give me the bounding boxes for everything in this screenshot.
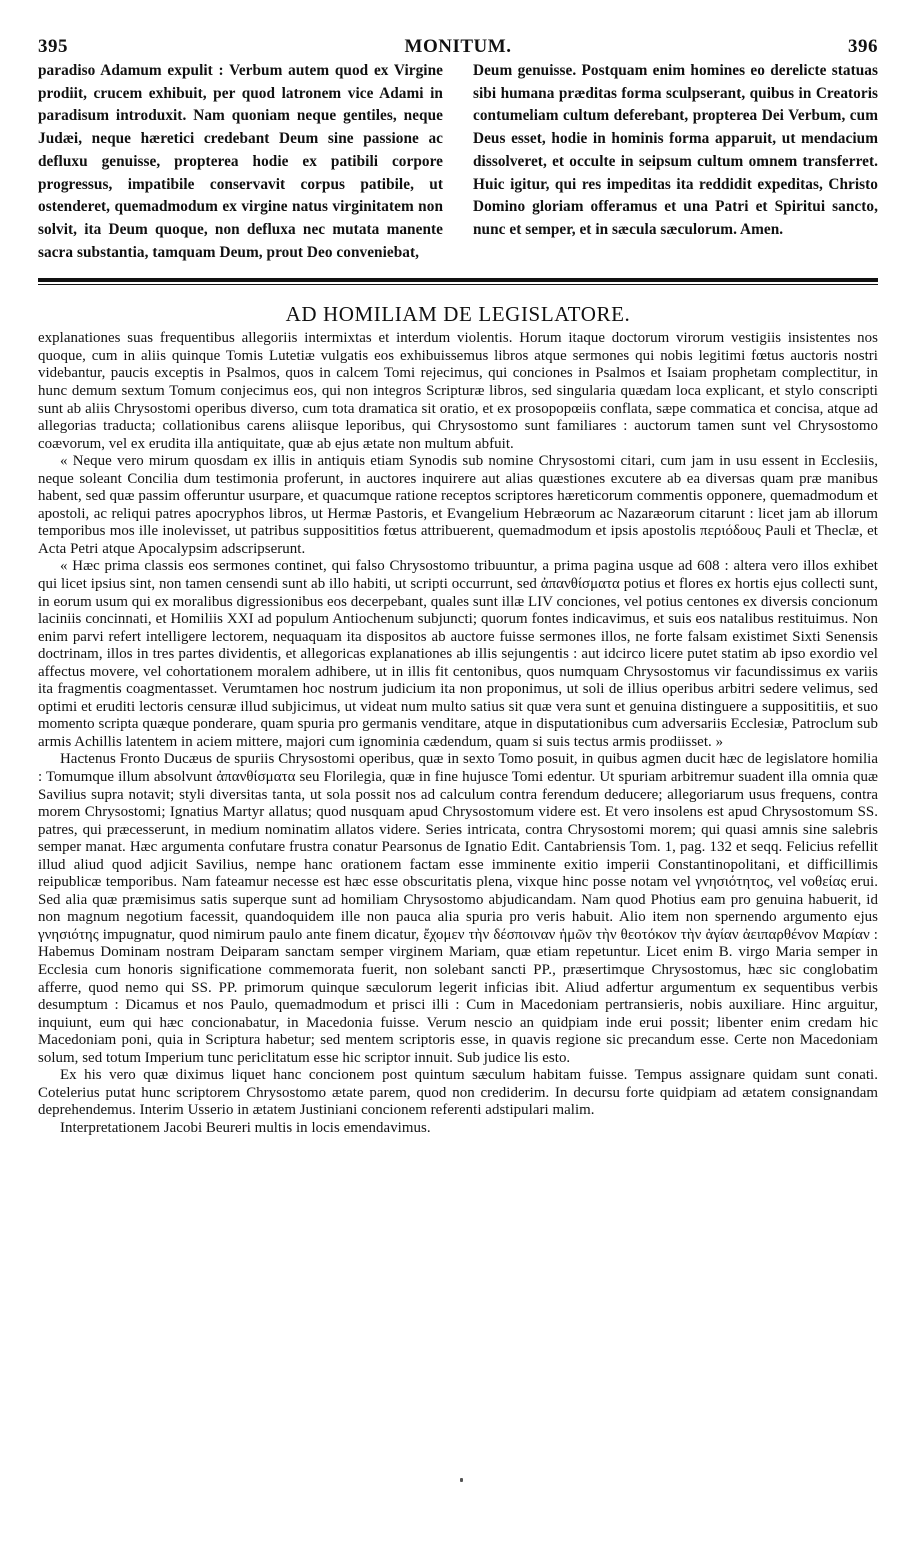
running-header xyxy=(38,36,878,58)
right-column xyxy=(473,60,878,264)
paragraph: « Hæc prima classis eos sermones continet, qui falso Chrysostomo tribuuntur, a prima pagina usque ad 608 : altera vero illos exhibet qui licet ipsius sint, non tamen censendi sunt ab illo habiti, ut scripti occurrunt, sed ἀπανθίσματα potius et flores ex hortis ejus collecti sunt, in eorum usum qui ex moralibus digressionibus eos decerpebant, quales sunt illæ LIV conciones, vel potius centones ex diversis concionum laciniis concinnati, et Homiliis XXI ad populum Antiochenum subjuncti; quorum fontes indicavimus, et suis eos natalibus restituimus. Non enim parvi refert intelligere lectorem, nequaquam ita dispositos ab auctore fuisse sermones illos, ne forte falsam existimet Sixti Senensis doctrinam, illos in tres partes dividentis, et allegoricas explanationes ab illis sejungentis : aut idcirco licere putet statim ab ipso exordio vel affectus movere, vel cohortationem moralem adhibere, ut in illis fit centonibus, quos numquam Chrysostomus vir facundissimus ex variis ita fragmentis coagmentasset. Verumtamen hoc nostrum judicium ita non proponimus, ut soli de illius operibus arbitri sedere velimus, sed optimi et eruditi lectoris censuræ illud subjicimus, ut videat num multo satius sit quæ vera sunt et genuina distinguere a supposititiis, et suo momento scripta quæque ponderare, quam spuria pro germanis venditare, atque in disputationibus cum adversariis Ecclesiæ, Patroclum sub armis Achillis latentem in aciem mittere, majori cum ignominia cædendum, quam si suis tectus armis prodiisset. » xyxy=(38,558,878,750)
page xyxy=(38,36,878,1137)
page-number-right: 396 xyxy=(848,36,878,57)
section-title: AD HOMILIAM DE LEGISLATORE. xyxy=(285,302,631,327)
divider-thick-rule xyxy=(38,278,878,282)
running-title: MONITUM. xyxy=(404,36,512,57)
paragraph: explanationes suas frequentibus allegoriis intermixtas et interdum violentis. Horum itaque doctorum virorum vestigiis insistentes nos quoque, cum in aliis quinque Tomis Lutetiæ vulgatis eos exhibuissemus libros atque sermones qui nobis legitimi fœtus auctoris nostri videbantur, paucis exceptis in Psalmos, quos in calcem Tomi rejecimus, qui conciones in Psalmos et Isaiam prophetam complectitur, in hunc demum sextum Tomum conjecimus eos, qui non integros Scripturæ libros, sed singularia quædam loca explicant, et stylo conscripti sunt ab aliis Chrysostomi operibus diverso, cum tota dramatica sit oratio, et ex prosopopœiis conflata, sæpe commatica et concisa, atque ad allegorias traducta; collationibus carens aliisque leporibus, qui Chrysostomo sunt familiares : auctorum tamen sunt vel Chrysostomo coævorum, vel ex erudita illa antiquitate, quæ ab ejus ætate non multum abfuit. xyxy=(38,330,878,452)
left-column xyxy=(38,60,443,264)
section-divider xyxy=(38,278,878,286)
two-column-section xyxy=(38,60,878,264)
divider-thin-rule xyxy=(38,284,878,285)
paragraph: Hactenus Fronto Ducæus de spuriis Chrysostomi operibus, quæ in sexto Tomo posuit, in quibus agmen ducit hæc de legislatore homilia : Tomumque illum absolvunt ἀπανθίσματα seu Florilegia, quæ in fine hujusce Tomi edentur. Ut spuriam arbitremur suadent illa omnia quæ Savilius supra notavit; styli diversitas tanta, ut sola possit nos ad calculum contra ferendum deducere; allegoriarum usus frequens, contra morem Chrysostomi; Ignatius Martyr allatus; quod nusquam apud Chrysostomum videre est. Et vero insolens est apud Chrysostomum SS. patres, qui præcesserunt, in medium nominatim allatos videre. Series intricata, contra Chrysostomi morem; qui quasi amnis sine salebris semper manat. Hæc argumenta confutare frustra conatur Pearsonus de Ignatio Edit. Cantabriensis Tom. 1, pag. 132 et seqq. Felicius refellit illud aliud quod adjicit Savilius, nempe hanc orationem factam esse imminente exitio imperii Constantinopolitani, et difficillimis reipublicæ temporibus. Nam fateamur necesse est hæc esse obscuritatis plena, vixque hinc posse notam vel γνησιότητος, vel νοθείας erui. Sed alia quæ præmisimus satis superque sunt ad homiliam Chrysostomo abjudicandam. Nam quod Photius eam pro genuina habuerit, id non magnum negotium facessit, quandoquidem ille non pauca alia spuria pro veris habuit. Alio item non spernendo argumento ejus γνησιότης impugnatur, quod nimirum paulo ante finem dicatur, ἔχομεν τὴν δέσποιναν ἡμῶν τὴν θεοτόκον τὴν ἁγίαν ἀειπαρθένον Μαρίαν : Habemus Dominam nostram Deiparam sanctam semper virginem Mariam, quæ etiam repetuntur. Licet enim B. virgo Maria semper in Ecclesia cum honoris significatione commemorata fuerit, non solebant sancti PP., præsertimque Chrysostomus, hæc sic conglobatim afferre, quod nemo qui SS. PP. primorum quinque sæculorum legerit inficias ibit. Aliud adfertur argumentum ex sequentibus verbis desumptum : Dicamus et nos Paulo, quemadmodum et prisci illi : Cum in Macedoniam pertransieris, nobis auxiliare. Hinc arguitur, inquiunt, eum qui hæc concionabatur, in Macedonia fuisse. Verum nescio an quidpiam inde erui possit; libenter enim credam hic Macedoniam poni, quia in Scriptura habetur; sed mentem scriptoris esse, in quavis regione sic precandum esse. Certe non Macedoniam solum, sed totum Imperium tunc periclitatum esse hic scriptor innuit. Sub judice lis esto. xyxy=(38,751,878,1066)
paragraph: Interpretationem Jacobi Beureri multis in locis emendavimus. xyxy=(60,1119,431,1136)
paragraph: Ex his vero quæ diximus liquet hanc concionem post quintum sæculum habitam fuisse. Tempus assignare quidam sunt conati. Cotelerius putat hunc scriptorem Chrysostomo ætate parem, quod non crediderim. In decursu forte quidpiam ad ætatem consignandam deprehendemus. Interim Usserio in ætatem Justiniani concionem referenti adstipulari malim. xyxy=(38,1067,878,1119)
right-column-text: Deum genuisse. Postquam enim homines eo derelicte statuas sibi humana præditas forma sculpserant, quibus in Creatoris contumeliam cultum deferebant, propterea Dei Verbum, cum Deus esset, hodie in hominis forma apparuit, ut mendacium dissolveret, et occulte in seipsum cultum omnem transferret. Huic igitur, qui res impeditas ita reddidit expeditas, Christo Domino gloriam offeramus et una Patri et Spiritui sancto, nunc et semper, et in sæcula sæculorum. Amen. xyxy=(473,62,878,238)
page-number-left: 395 xyxy=(38,36,68,57)
body-text xyxy=(38,330,878,1137)
left-column-text: paradiso Adamum expulit : Verbum autem quod ex Virgine prodiit, crucem exhibuit, per quod latronem vice Adami in paradisum introduxit. Nam quoniam neque gentiles, neque Judæi, neque hæretici credebant Deum sine passione ac defluxu genuisse, propterea hodie ex patibili corpore progressus, impatibile conservavit corpus patibile, ut ostenderet, quemadmodum ex virgine natus virginitatem non solvit, ita Deum quoque, non defluxa nec mutata manente sacra substantia, tamquam Deum, prout Deo conveniebat, xyxy=(38,62,443,261)
ink-speck xyxy=(460,1478,463,1482)
paragraph: « Neque vero mirum quosdam ex illis in antiquis etiam Synodis sub nomine Chrysostomi citari, cum jam in usu essent in Ecclesiis, neque soleant Concilia dum testimonia proferunt, in auctores inquirere aut alias quæstiones excutere ab ea diversas quam præ manibus habent, sed quæ passim offeruntur usurpare, et quacumque ratione receptos scriptores hæreticorum commentis opponere, quemadmodum et apostoli, ac reliqui patres apocryphos libros, ut Hermæ Pastoris, et Evangelium Hebræorum ac Nazaræorum citarunt : licet jam ab illorum temporibus mos ille inolevisset, ut patribus supposititios fœtus attribuerent, quemadmodum et ipsis apostolis περιόδους Pauli et Theclæ, et Acta Petri atque Apocalypsim adscripserunt. xyxy=(38,453,878,557)
